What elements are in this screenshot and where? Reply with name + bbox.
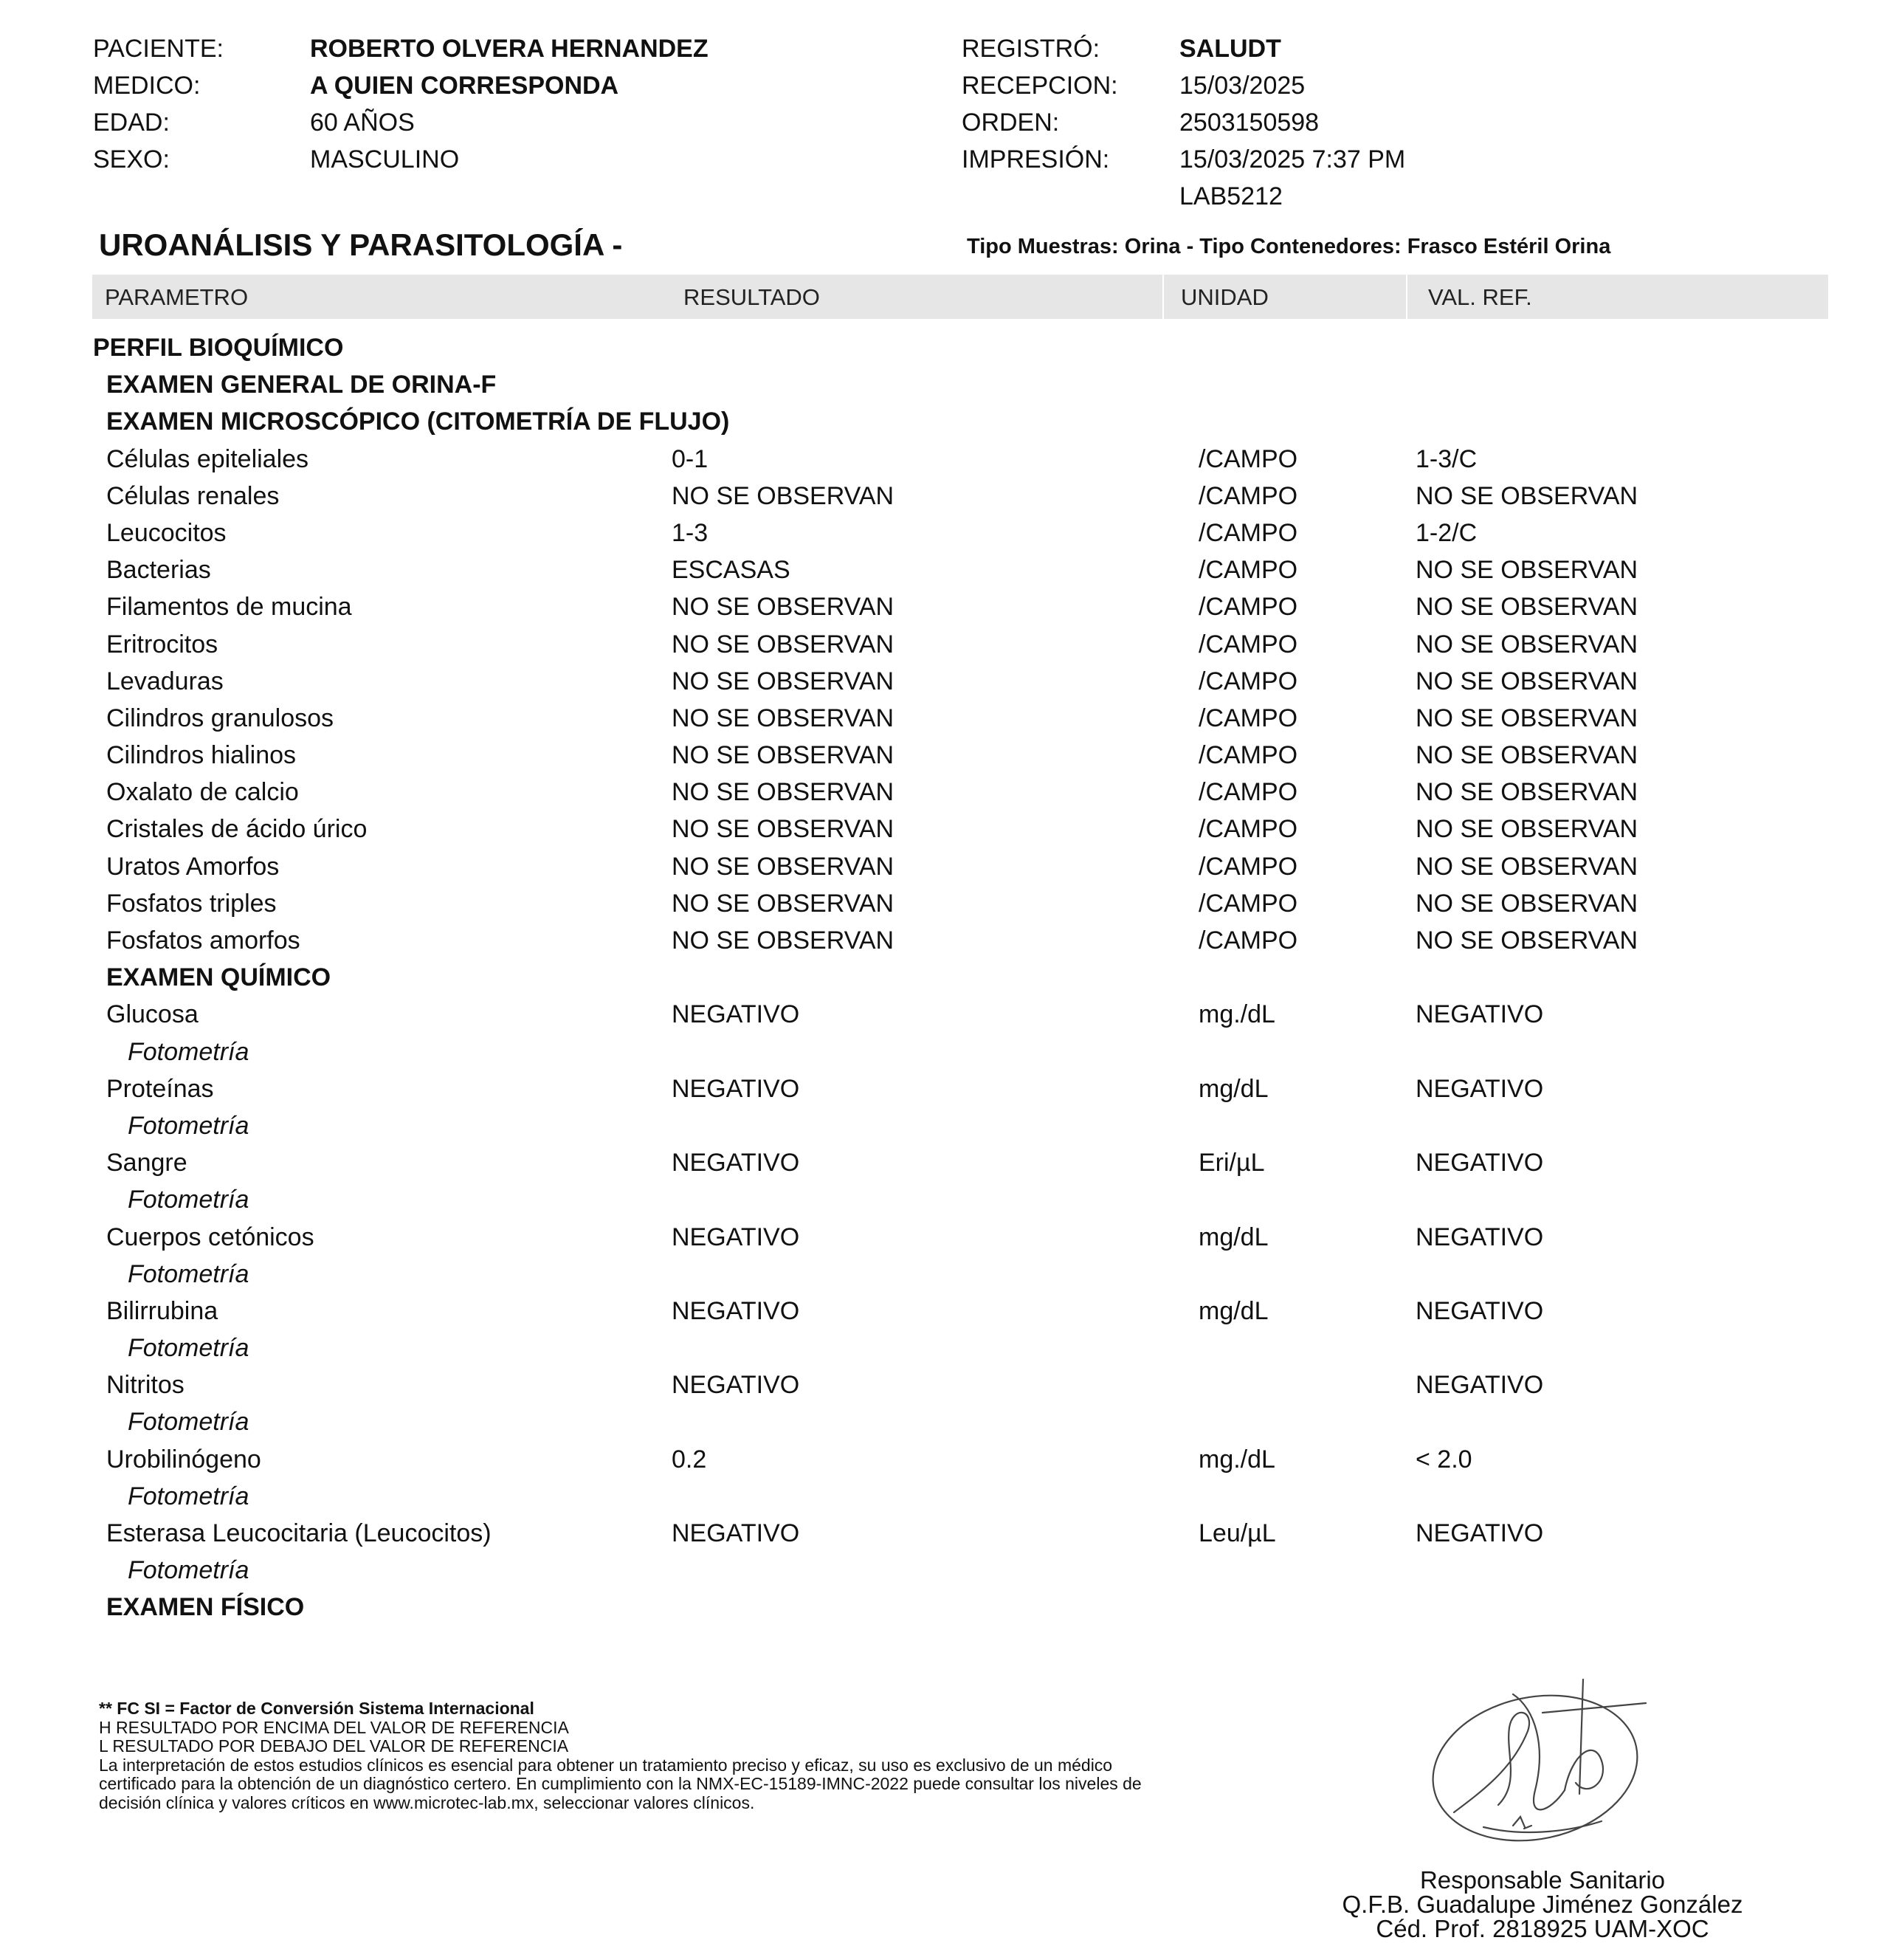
section-heading-row [0, 959, 1882, 996]
reception-label: RECEPCION: [962, 72, 1118, 100]
result-value: NEGATIVO [672, 1519, 800, 1547]
parameter-name: Cuerpos cetónicos [106, 1223, 314, 1251]
result-value: NEGATIVO [672, 1149, 800, 1177]
column-header-ref: VAL. REF. [1428, 284, 1532, 310]
result-value: NO SE OBSERVAN [672, 815, 895, 844]
responsible-title: Responsable Sanitario [1419, 1866, 1666, 1894]
column-header-param: PARAMETRO [105, 284, 249, 310]
parameter-name: Cilindros granulosos [106, 704, 334, 732]
result-row [0, 1441, 1882, 1478]
patient-label: PACIENTE: [93, 35, 224, 63]
age-value: 60 AÑOS [310, 109, 415, 137]
results-table [0, 329, 1882, 1626]
result-value: NO SE OBSERVAN [672, 926, 895, 955]
method-label: Fotometría [128, 1556, 249, 1585]
reference-value: NO SE OBSERVAN [1416, 889, 1638, 918]
unit-value: /CAMPO [1199, 556, 1298, 585]
reference-value: NO SE OBSERVAN [1416, 481, 1638, 510]
result-row [0, 551, 1882, 588]
footer-notes [99, 1699, 1142, 1812]
unit-value: /CAMPO [1199, 444, 1298, 473]
result-row [0, 663, 1882, 700]
parameter-name: Filamentos de mucina [106, 593, 352, 622]
unit-value: Leu/µL [1199, 1519, 1276, 1547]
unit-value: /CAMPO [1199, 815, 1298, 844]
note-line: H RESULTADO POR ENCIMA DEL VALOR DE REFERENCIA [99, 1717, 569, 1737]
method-row [0, 1330, 1882, 1366]
reference-value: NEGATIVO [1416, 1519, 1544, 1547]
parameter-name: Leucocitos [106, 518, 227, 547]
parameter-name: Uratos Amorfos [106, 852, 280, 881]
method-row [0, 1181, 1882, 1218]
reference-value: 1-2/C [1416, 518, 1478, 547]
note-line: L RESULTADO POR DEBAJO DEL VALOR DE REFERENCIA [99, 1736, 569, 1756]
parameter-name: Proteínas [106, 1074, 214, 1103]
section-title: UROANÁLISIS Y PARASITOLOGÍA - [99, 227, 623, 262]
unit-value: /CAMPO [1199, 518, 1298, 547]
reference-value: 1-3/C [1416, 444, 1478, 473]
result-value: 0-1 [672, 444, 709, 473]
patient-value: ROBERTO OLVERA HERNANDEZ [310, 35, 709, 63]
result-value: NO SE OBSERVAN [672, 852, 895, 881]
parameter-name: Esterasa Leucocitaria (Leucocitos) [106, 1519, 492, 1547]
parameter-name: Nitritos [106, 1371, 185, 1400]
parameter-name: Oxalato de calcio [106, 778, 299, 807]
reference-value: NO SE OBSERVAN [1416, 926, 1638, 955]
result-row [0, 996, 1882, 1033]
section-heading: EXAMEN MICROSCÓPICO (CITOMETRÍA DE FLUJO) [106, 408, 730, 436]
unit-value: /CAMPO [1199, 741, 1298, 770]
method-label: Fotometría [128, 1408, 249, 1437]
unit-value: /CAMPO [1199, 852, 1298, 881]
result-value: NO SE OBSERVAN [672, 593, 895, 622]
reference-value: NO SE OBSERVAN [1416, 778, 1638, 807]
reference-value: < 2.0 [1416, 1445, 1472, 1474]
unit-value: /CAMPO [1199, 704, 1298, 732]
result-value: 0.2 [672, 1445, 707, 1474]
method-label: Fotometría [128, 1482, 249, 1510]
responsible-license: Céd. Prof. 2818925 UAM-XOC [1376, 1915, 1709, 1942]
age-label: EDAD: [93, 109, 170, 137]
result-value: NEGATIVO [672, 1371, 800, 1400]
column-header-bar [92, 275, 1828, 319]
reference-value: NEGATIVO [1416, 1223, 1544, 1251]
result-row [0, 441, 1882, 478]
result-row [0, 478, 1882, 515]
unit-value: /CAMPO [1199, 481, 1298, 510]
reference-value: NEGATIVO [1416, 1149, 1544, 1177]
lab-code-value: LAB5212 [1179, 182, 1283, 210]
result-value: NEGATIVO [672, 1000, 800, 1029]
result-row [0, 700, 1882, 737]
result-row [0, 515, 1882, 551]
parameter-name: Células renales [106, 481, 280, 510]
sex-value: MASCULINO [310, 145, 460, 173]
parameter-name: Bilirrubina [106, 1296, 218, 1325]
method-row [0, 1552, 1882, 1589]
result-row [0, 1219, 1882, 1256]
unit-value: mg/dL [1199, 1223, 1269, 1251]
section-heading: EXAMEN FÍSICO [106, 1593, 305, 1622]
reference-value: NO SE OBSERVAN [1416, 741, 1638, 770]
result-row [0, 626, 1882, 663]
parameter-name: Células epiteliales [106, 444, 309, 473]
reference-value: NEGATIVO [1416, 1296, 1544, 1325]
note-line: ** FC SI = Factor de Conversión Sistema Internacional [99, 1699, 534, 1718]
order-label: ORDEN: [962, 109, 1060, 137]
method-label: Fotometría [128, 1186, 249, 1214]
order-value: 2503150598 [1179, 109, 1320, 137]
result-row [0, 811, 1882, 847]
reference-value: NO SE OBSERVAN [1416, 667, 1638, 695]
parameter-name: Glucosa [106, 1000, 199, 1029]
column-header-unit: UNIDAD [1181, 284, 1269, 310]
doctor-label: MEDICO: [93, 72, 201, 100]
note-line: certificado para la obtención de un diagnóstico certero. En cumplimiento con la NMX-EC-15189-IMNC-2022 puede consultar los niveles de [99, 1774, 1142, 1793]
result-row [0, 922, 1882, 959]
method-row [0, 1478, 1882, 1515]
parameter-name: Bacterias [106, 556, 211, 585]
section-heading: EXAMEN QUÍMICO [106, 963, 331, 992]
sample-info: Tipo Muestras: Orina - Tipo Contenedores: Frasco Estéril Orina [967, 235, 1611, 258]
parameter-name: Eritrocitos [106, 630, 218, 659]
result-value: NO SE OBSERVAN [672, 667, 895, 695]
result-row [0, 1366, 1882, 1403]
parameter-name: Levaduras [106, 667, 224, 695]
unit-value: /CAMPO [1199, 593, 1298, 622]
result-value: NO SE OBSERVAN [672, 704, 895, 732]
registered-value: SALUDT [1179, 35, 1281, 63]
section-heading-row [0, 366, 1882, 403]
unit-value: mg./dL [1199, 1000, 1275, 1029]
reference-value: NEGATIVO [1416, 1371, 1544, 1400]
unit-value: mg/dL [1199, 1074, 1269, 1103]
result-value: NO SE OBSERVAN [672, 741, 895, 770]
result-value: NO SE OBSERVAN [672, 630, 895, 659]
reference-value: NO SE OBSERVAN [1416, 704, 1638, 732]
result-row [0, 885, 1882, 922]
section-heading-row [0, 1589, 1882, 1626]
column-header-result: RESULTADO [683, 284, 820, 310]
responsible-name: Q.F.B. Guadalupe Jiménez González [1342, 1891, 1743, 1918]
unit-value: /CAMPO [1199, 889, 1298, 918]
result-value: NEGATIVO [672, 1223, 800, 1251]
method-row [0, 1034, 1882, 1070]
parameter-name: Fosfatos triples [106, 889, 277, 918]
method-row [0, 1107, 1882, 1144]
note-line: decisión clínica y valores críticos en www.microtec-lab.mx, seleccionar valores clínicos. [99, 1792, 755, 1812]
doctor-value: A QUIEN CORRESPONDA [310, 72, 619, 100]
parameter-name: Sangre [106, 1149, 187, 1177]
method-row [0, 1403, 1882, 1440]
unit-value: mg/dL [1199, 1296, 1269, 1325]
column-separator [1162, 275, 1164, 319]
method-label: Fotometría [128, 1111, 249, 1140]
reference-value: NO SE OBSERVAN [1416, 556, 1638, 585]
result-row [0, 737, 1882, 774]
print-value: 15/03/2025 7:37 PM [1179, 145, 1406, 173]
parameter-name: Urobilinógeno [106, 1445, 261, 1474]
result-value: NEGATIVO [672, 1074, 800, 1103]
result-value: NEGATIVO [672, 1296, 800, 1325]
note-line: La interpretación de estos estudios clínicos es esencial para obtener un tratamiento preciso y eficaz, su uso es exclusivo de un médico [99, 1755, 1113, 1775]
unit-value: /CAMPO [1199, 778, 1298, 807]
reference-value: NO SE OBSERVAN [1416, 815, 1638, 844]
result-value: NO SE OBSERVAN [672, 889, 895, 918]
parameter-name: Cilindros hialinos [106, 741, 297, 770]
reference-value: NEGATIVO [1416, 1000, 1544, 1029]
section-heading: PERFIL BIOQUÍMICO [93, 334, 344, 362]
parameter-name: Cristales de ácido úrico [106, 815, 368, 844]
method-label: Fotometría [128, 1334, 249, 1363]
unit-value: Eri/µL [1199, 1149, 1265, 1177]
method-label: Fotometría [128, 1037, 249, 1066]
registered-label: REGISTRÓ: [962, 35, 1100, 63]
section-heading: EXAMEN GENERAL DE ORINA-F [106, 371, 497, 399]
method-label: Fotometría [128, 1259, 249, 1288]
section-heading-row [0, 329, 1882, 366]
result-value: 1-3 [672, 518, 709, 547]
result-row [0, 1515, 1882, 1552]
result-value: ESCASAS [672, 556, 790, 585]
reference-value: NO SE OBSERVAN [1416, 630, 1638, 659]
parameter-name: Fosfatos amorfos [106, 926, 300, 955]
unit-value: /CAMPO [1199, 667, 1298, 695]
result-value: NO SE OBSERVAN [672, 778, 895, 807]
responsible-block [1306, 1868, 1779, 1941]
signature-image [1424, 1665, 1661, 1857]
reference-value: NO SE OBSERVAN [1416, 852, 1638, 881]
result-row [0, 588, 1882, 625]
result-row [0, 1144, 1882, 1181]
result-value: NO SE OBSERVAN [672, 481, 895, 510]
method-row [0, 1256, 1882, 1293]
unit-value: mg./dL [1199, 1445, 1275, 1474]
reference-value: NO SE OBSERVAN [1416, 593, 1638, 622]
print-label: IMPRESIÓN: [962, 145, 1110, 173]
reference-value: NEGATIVO [1416, 1074, 1544, 1103]
sex-label: SEXO: [93, 145, 170, 173]
unit-value: /CAMPO [1199, 630, 1298, 659]
result-row [0, 848, 1882, 885]
result-row [0, 774, 1882, 811]
reception-value: 15/03/2025 [1179, 72, 1306, 100]
column-separator [1406, 275, 1407, 319]
result-row [0, 1070, 1882, 1107]
section-heading-row [0, 403, 1882, 440]
unit-value: /CAMPO [1199, 926, 1298, 955]
result-row [0, 1293, 1882, 1330]
